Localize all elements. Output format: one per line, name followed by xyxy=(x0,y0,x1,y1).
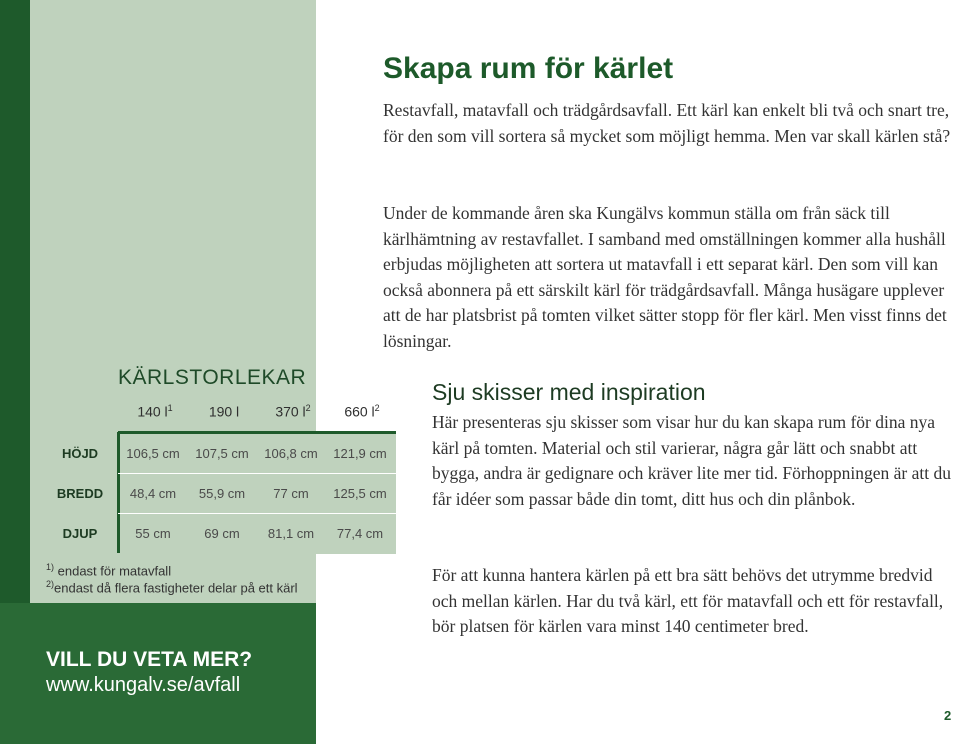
table-cell: 107,5 cm xyxy=(195,446,249,461)
row-label-hojd: HÖJD xyxy=(61,446,99,461)
table-cell: 106,8 cm xyxy=(264,446,318,461)
row-label-bredd: BREDD xyxy=(56,486,104,501)
row-label-djup: DJUP xyxy=(62,526,98,541)
column-header-140: 140 $l^1$ xyxy=(137,403,173,420)
section-heading: Sju skisser med inspiration xyxy=(432,379,706,405)
page-number: 2 xyxy=(944,708,952,723)
table-title: KÄRLSTORLEKAR xyxy=(118,366,307,389)
table-cell: 77 cm xyxy=(273,486,309,501)
table-cell: 55,9 cm xyxy=(198,486,246,501)
table-header-rule xyxy=(118,431,396,434)
footnote-1: $^{1)}$ endast för matavfall xyxy=(46,562,172,579)
footnote-2: $^{2)}$endast då flera fastigheter delar på ett kärl xyxy=(46,579,298,596)
table-cell: 55 cm xyxy=(135,526,171,541)
table-cell: 121,9 cm xyxy=(333,446,387,461)
column-header-190: 190 l xyxy=(208,403,240,420)
table-cell: 106,5 cm xyxy=(126,446,180,461)
column-header-370: 370 $l^2$ xyxy=(275,403,311,420)
section-paragraph-1: Här presenteras sju skisser som visar hur du kan skapa rum för dina nya kärl på tomten. Material och stil varierar, några går lätt och snabbt att bygga, andra är gedignare och kräver lite mer tid. Förhoppningen är att du får idéer som passar både din tomt, ditt hus och din plånbok. xyxy=(432,412,951,509)
table-cell: 125,5 cm xyxy=(333,486,387,501)
body-paragraph: Under de kommande åren ska Kungälvs kommun ställa om från säck till kärlhämtning av restavfallet. I samband med omställningen kommer alla hushåll erbjudas möjligheten att sortera ut matavfall i ett separat kärl. Den som vill kan också abonnera på ett särskilt kärl för trädgårdsavfall. Många husägare upplever att de har platsbrist på tomten vilket sätter stopp för fler kärl. Men visst finns det lösningar. xyxy=(383,203,947,351)
table-cell: 77,4 cm xyxy=(336,526,384,541)
column-header-660: 660 $l^2$ xyxy=(344,403,380,420)
row-separator xyxy=(118,473,396,474)
table-cell: 48,4 cm xyxy=(129,486,177,501)
left-dark-strip xyxy=(0,0,30,603)
table-cell: 69 cm xyxy=(204,526,240,541)
page-title: Skapa rum för kärlet xyxy=(383,52,674,85)
table-cell: 81,1 cm xyxy=(267,526,315,541)
contact-heading: VILL DU VETA MER? xyxy=(46,648,253,671)
website-link[interactable]: www.kungalv.se/avfall xyxy=(46,674,241,696)
row-separator xyxy=(118,513,396,514)
section-paragraph-2: För att kunna hantera kärlen på ett bra sätt behövs det utrymme bredvid och mellan kärlen. Har du två kärl, ett för matavfall och ett för restavfall, bör platsen för kärlen vara minst 140 centimeter bred. xyxy=(432,565,944,636)
intro-paragraph: Restavfall, matavfall och trädgårdsavfall. Ett kärl kan enkelt bli två och snart tre, för den som vill sortera så mycket som möjligt hemma. Men var skall kärlen stå? xyxy=(383,100,951,146)
